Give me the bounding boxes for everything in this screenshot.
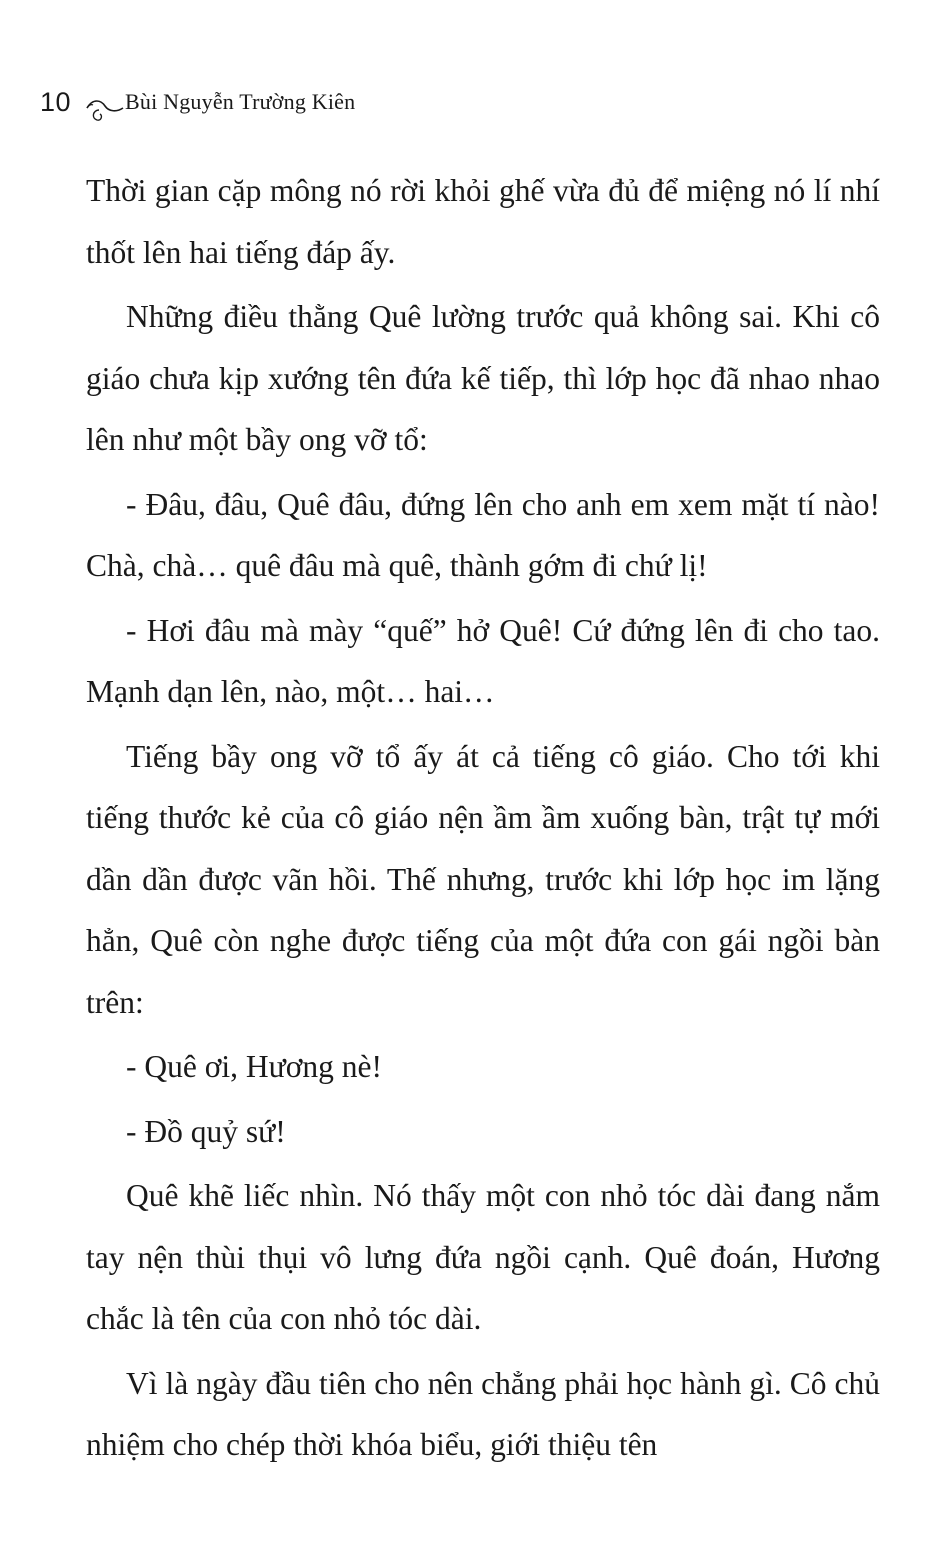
running-header xyxy=(40,80,355,124)
page-number: 10 xyxy=(40,87,72,117)
paragraph: Tiếng bầy ong vỡ tổ ấy át cả tiếng cô giáo. Cho tới khi tiếng thước kẻ của cô giáo nện ầm ầm xuống bàn, trật tự mới dần dần được vãn hồi. Thế nhưng, trước khi lớp học im lặng hẳn, Quê còn nghe được tiếng của một đứa con gái ngồi bàn trên: xyxy=(86,738,880,1020)
dialogue-line: - Hơi đâu mà mày “quế” hở Quê! Cứ đứng lên đi cho tao. Mạnh dạn lên, nào, một… hai… xyxy=(86,612,880,709)
dialogue-line: - Đồ quỷ sứ! xyxy=(126,1113,286,1149)
body-text xyxy=(86,160,880,1479)
dialogue-line: - Quê ơi, Hương nè! xyxy=(126,1049,382,1084)
dialogue-line: - Đâu, đâu, Quê đâu, đứng lên cho anh em xem mặt tí nào! Chà, chà… quê đâu mà quê, thành gớm đi chứ lị! xyxy=(86,486,880,583)
author-name: Bùi Nguyễn Trường Kiên xyxy=(125,89,356,114)
paragraph: Quê khẽ liếc nhìn. Nó thấy một con nhỏ tóc dài đang nắm tay nện thùi thụi vô lưng đứa ngồi cạnh. Quê đoán, Hương chắc là tên của con nhỏ tóc dài. xyxy=(86,1178,880,1336)
swash-flourish-icon xyxy=(85,88,125,124)
paragraph: Thời gian cặp mông nó rời khỏi ghế vừa đủ để miệng nó lí nhí thốt lên hai tiếng đáp ấy. xyxy=(86,173,880,270)
paragraph: Những điều thằng Quê lường trước quả không sai. Khi cô giáo chưa kịp xướng tên đứa kế tiếp, thì lớp học đã nhao nhao lên như một bầy ong vỡ tổ: xyxy=(86,299,880,457)
paragraph: Vì là ngày đầu tiên cho nên chẳng phải học hành gì. Cô chủ nhiệm cho chép thời khóa biểu, giới thiệu tên xyxy=(86,1365,880,1462)
